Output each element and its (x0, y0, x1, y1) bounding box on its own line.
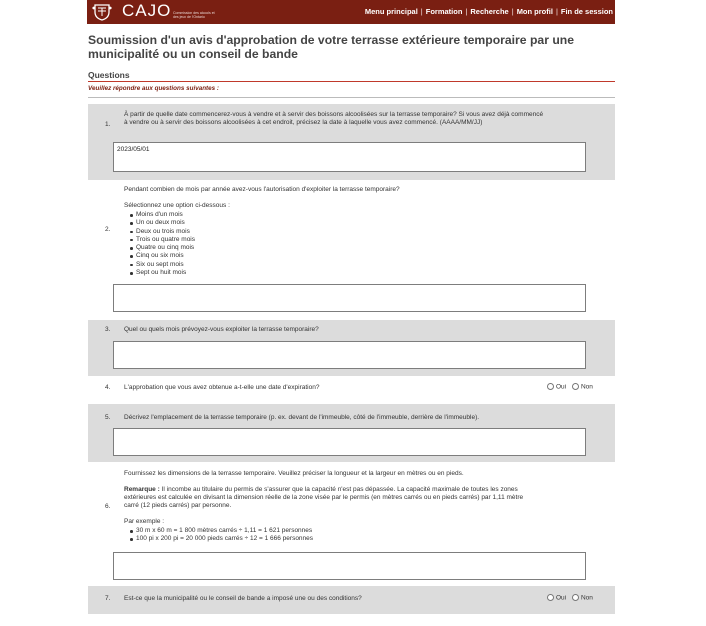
question-3 (88, 320, 615, 376)
ontario-crest-icon (92, 2, 112, 21)
page-title: Soumission d'un avis d'approbation de votre terrasse extérieure temporaire par une municipalité ou un conseil de bande (88, 33, 574, 61)
question-number: 4. (105, 384, 111, 391)
question-text: L'approbation que vous avez obtenue a-t-elle une date d'expiration? (124, 384, 320, 391)
conditions-radio-group (543, 594, 593, 603)
question-number: 3. (105, 326, 111, 333)
question-text: Fournissez les dimensions de la terrasse temporaire. Veuillez préciser la longueur et la largeur en mètres ou en pieds. (124, 470, 464, 477)
option-item: Deux ou trois mois (124, 228, 544, 236)
question-text: Décrivez l'emplacement de la terrasse temporaire (p. ex. devant de l'immeuble, côté de l'immeuble, derrière de l'immeuble). (124, 414, 480, 421)
option-item: Sept ou huit mois (124, 269, 544, 277)
question-text: Est-ce que la municipalité ou le conseil de bande a imposé une ou des conditions? (124, 595, 362, 602)
option-item: Trois ou quatre mois (124, 236, 544, 244)
nav-my-profile[interactable]: Mon profil (516, 7, 553, 16)
logo-text: CAJO (122, 1, 172, 20)
expiry-radio-group (543, 383, 593, 392)
option-item: Un ou deux mois (124, 219, 544, 227)
nav-training[interactable]: Formation (425, 7, 463, 16)
remark-text: Il incombe au titulaire du permis de s'assurer que la capacité n'est pas dépassée. La capacité maximale de toutes les zones extérieures est calculée en divisant la dimension réelle de la zone visée par le permis (en mètres carrés ou en pieds carrés) par 1,11 mètre carré (12 pieds carrés) par personne. (124, 486, 524, 509)
option-item: Quatre ou cinq mois (124, 244, 544, 252)
question-number: 6. (105, 503, 111, 510)
remark-label: Remarque : (124, 486, 160, 493)
question-text: À partir de quelle date commencerez-vous à vendre et à servir des boissons alcoolisées sur la terrasse temporaire? Si vous avez déjà commencé à vendre ou à servir des boissons alcoolisées à cet endroit, précisez la date à laquelle vous avez commencé. (AAAA/MM/JJ) (124, 111, 544, 126)
question-number: 5. (105, 414, 111, 421)
location-answer-field[interactable] (113, 428, 586, 456)
yes-label: Oui (556, 594, 567, 602)
example-label: Par exemple : (124, 518, 165, 525)
no-radio[interactable] (572, 594, 579, 601)
examples-list (124, 527, 539, 544)
logo-subtitle: Commission des alcools et des jeux de l'Ontario (173, 11, 215, 19)
month-options-list (124, 211, 544, 277)
question-6 (88, 462, 615, 586)
dimensions-answer-field[interactable] (113, 552, 586, 580)
months-of-operation-field[interactable] (113, 341, 586, 369)
question-2 (88, 180, 615, 320)
option-item: Moins d'un mois (124, 211, 544, 219)
no-radio[interactable] (572, 383, 579, 390)
nav-search[interactable]: Recherche (470, 7, 509, 16)
nav-main-menu[interactable]: Menu principal (364, 7, 418, 16)
no-label: Non (580, 594, 593, 602)
select-prompt: Sélectionnez une option ci-dessous : (124, 202, 230, 209)
yes-radio[interactable] (547, 594, 554, 601)
question-number: 1. (105, 121, 111, 128)
question-number: 7. (105, 595, 111, 602)
instructions: Veuillez répondre aux questions suivantes : (88, 85, 219, 92)
question-5 (88, 404, 615, 462)
yes-label: Oui (556, 383, 567, 391)
example-item: 30 m x 60 m = 1 800 mètres carrés ÷ 1,11 = 1 621 personnes (124, 527, 539, 535)
divider (88, 97, 615, 98)
date-answer-field[interactable]: 2023/05/01 (113, 142, 586, 172)
question-4 (88, 376, 615, 404)
question-text: Pendant combien de mois par année avez-vous l'autorisation d'exploiter la terrasse temporaire? (124, 186, 400, 193)
question-6-body (124, 470, 539, 544)
option-item: Six ou sept mois (124, 261, 544, 269)
yes-radio[interactable] (547, 383, 554, 390)
example-item: 100 pi x 200 pi = 20 000 pieds carrés ÷ 12 = 1 666 personnes (124, 535, 539, 543)
section-title: Questions (88, 70, 615, 82)
question-1 (88, 104, 615, 180)
main-nav: Menu principal | Formation | Recherche | Mon profil | Fin de session (364, 7, 613, 16)
question-2-body (124, 186, 544, 277)
option-item: Cinq ou six mois (124, 252, 544, 260)
remark (124, 486, 539, 510)
question-text: Quel ou quels mois prévoyez-vous exploiter la terrasse temporaire? (124, 326, 319, 333)
question-7 (88, 586, 615, 614)
no-label: Non (580, 383, 593, 391)
nav-logout[interactable]: Fin de session (560, 7, 613, 16)
header-bar (87, 0, 615, 24)
months-answer-field[interactable] (113, 284, 586, 312)
question-number: 2. (105, 226, 111, 233)
